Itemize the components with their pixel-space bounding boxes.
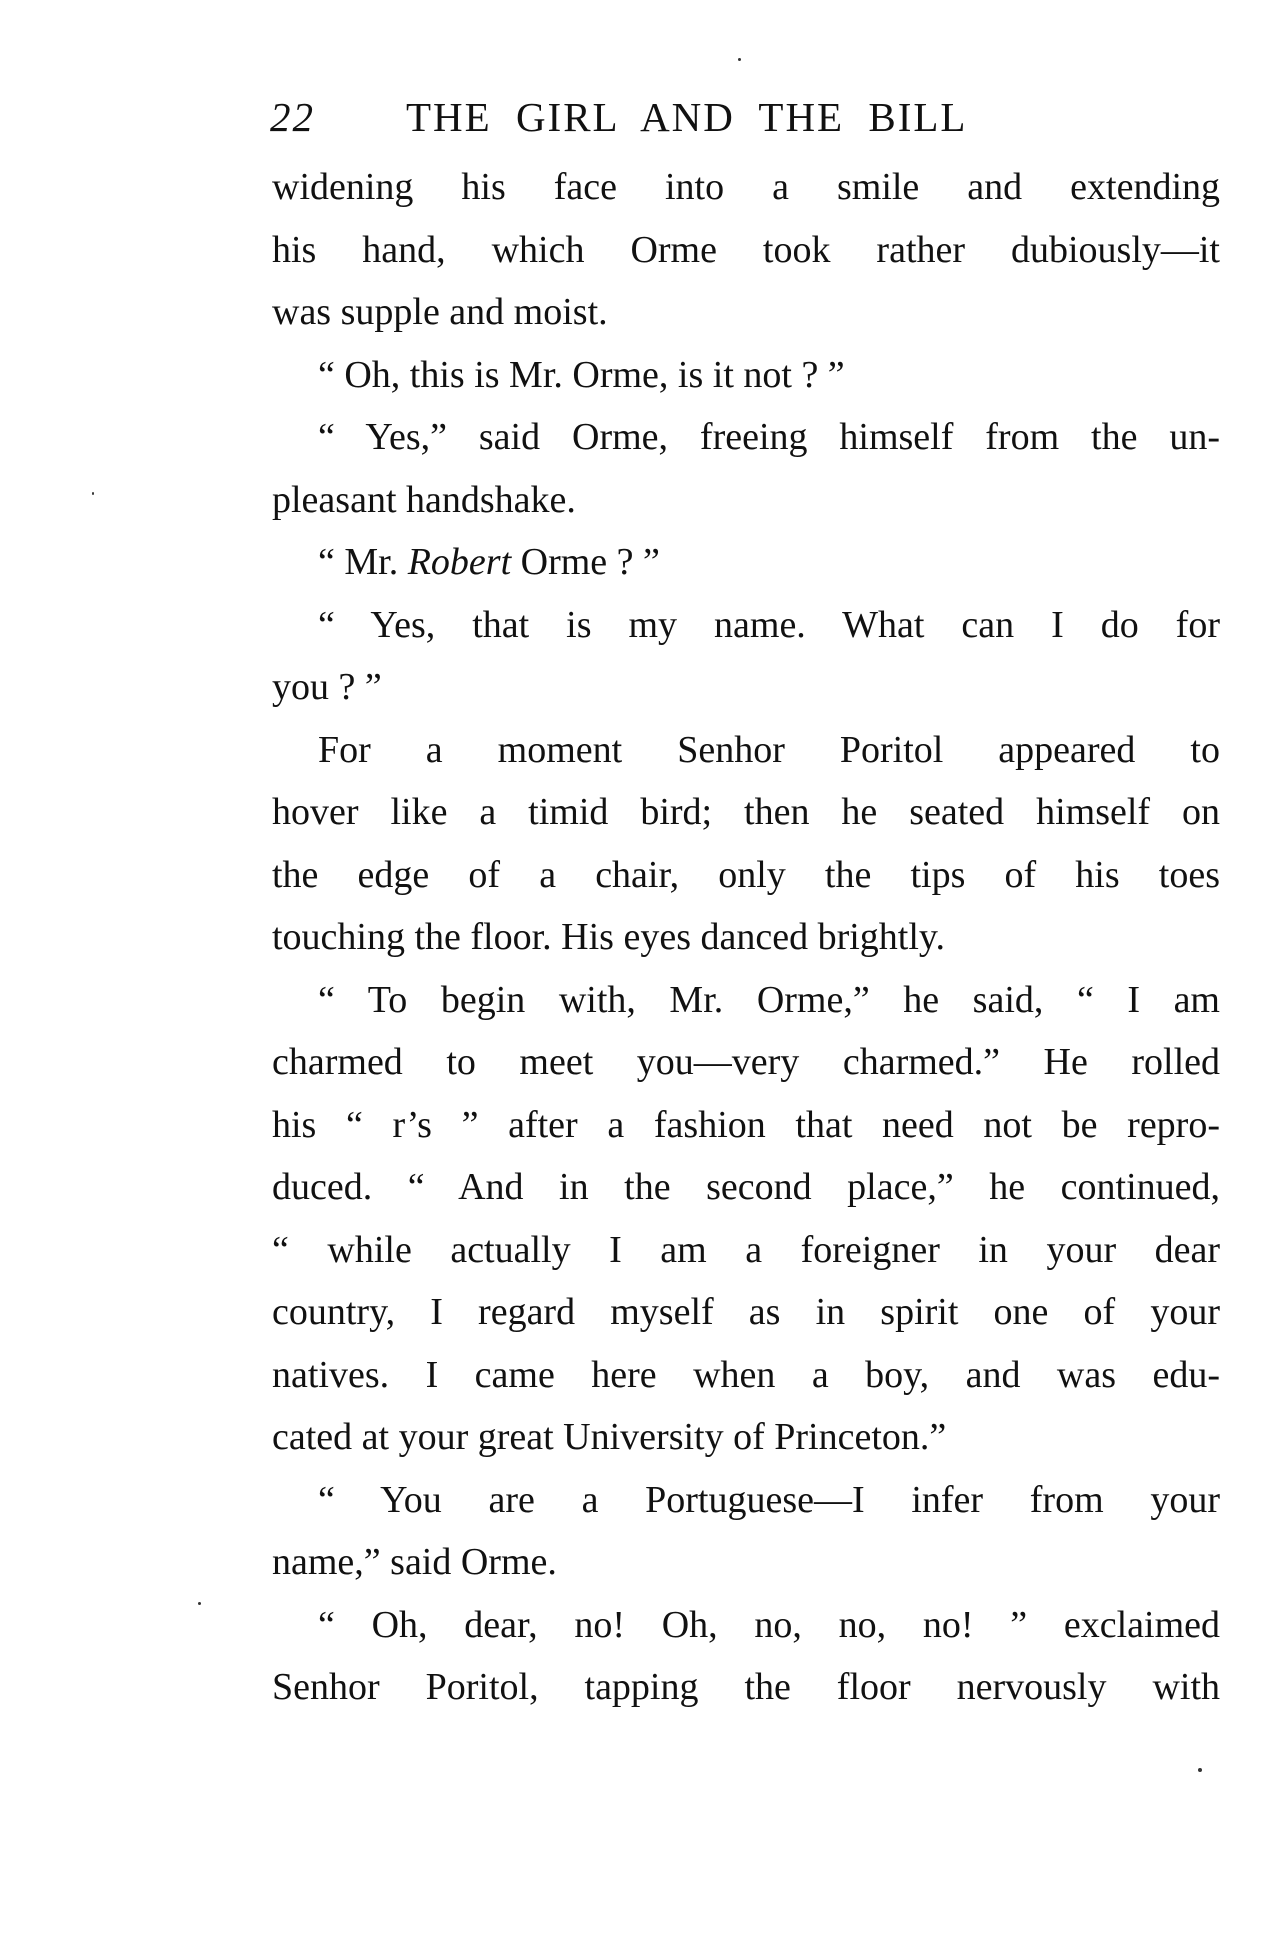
text-line: “ You are a Portuguese—I infer from your [318,1478,1220,1521]
text-line: his hand, which Orme took rather dubiously—it [272,228,1220,271]
text-line: cated at your great University of Princeton.” [272,1416,947,1458]
text-line: “ Oh, dear, no! Oh, no, no, no! ” exclaimed [318,1603,1220,1646]
print-speck [1198,1768,1202,1772]
text-line: “ Mr. Robert Orme ? ” [318,541,660,583]
page-header [270,92,1090,142]
text-line: charmed to meet you—very charmed.” He rolled [272,1041,1220,1083]
text-line: widening his face into a smile and extending [272,166,1220,208]
text-line: “ To begin with, Mr. Orme,” he said, “ I am [318,978,1220,1021]
text-line: duced. “ And in the second place,” he continued, [272,1166,1220,1208]
text-line: you ? ” [272,666,382,708]
running-title: THE GIRL AND THE BILL [406,94,968,140]
print-speck [198,1602,201,1605]
text-line: hover like a timid bird; then he seated himself on [272,791,1220,833]
text-line: pleasant handshake. [272,478,576,521]
text-line: touching the floor. His eyes danced brightly. [272,916,945,958]
body-text [272,156,1220,1719]
text-line: For a moment Senhor Poritol appeared to [318,728,1220,771]
print-speck [92,492,94,495]
text-line: his “ r’s ” after a fashion that need not be repro- [272,1103,1220,1146]
page-number: 22 [270,94,315,140]
print-speck [738,58,741,61]
text-line: “ Oh, this is Mr. Orme, is it not ? ” [318,353,845,396]
text-line: country, I regard myself as in spirit one of your [272,1291,1220,1333]
text-line: natives. I came here when a boy, and was edu- [272,1353,1220,1396]
emphasized-name: Robert [407,541,512,583]
text-line: “ while actually I am a foreigner in your dear [272,1228,1220,1271]
text-line: “ Yes, that is my name. What can I do for [318,603,1220,646]
text-line: was supple and moist. [272,291,608,333]
text-line: name,” said Orme. [272,1541,557,1583]
text-line: “ Yes,” said Orme, freeing himself from the un- [318,416,1220,458]
text-line: the edge of a chair, only the tips of his toes [272,853,1220,896]
text-line: Senhor Poritol, tapping the floor nervously with [272,1666,1220,1708]
